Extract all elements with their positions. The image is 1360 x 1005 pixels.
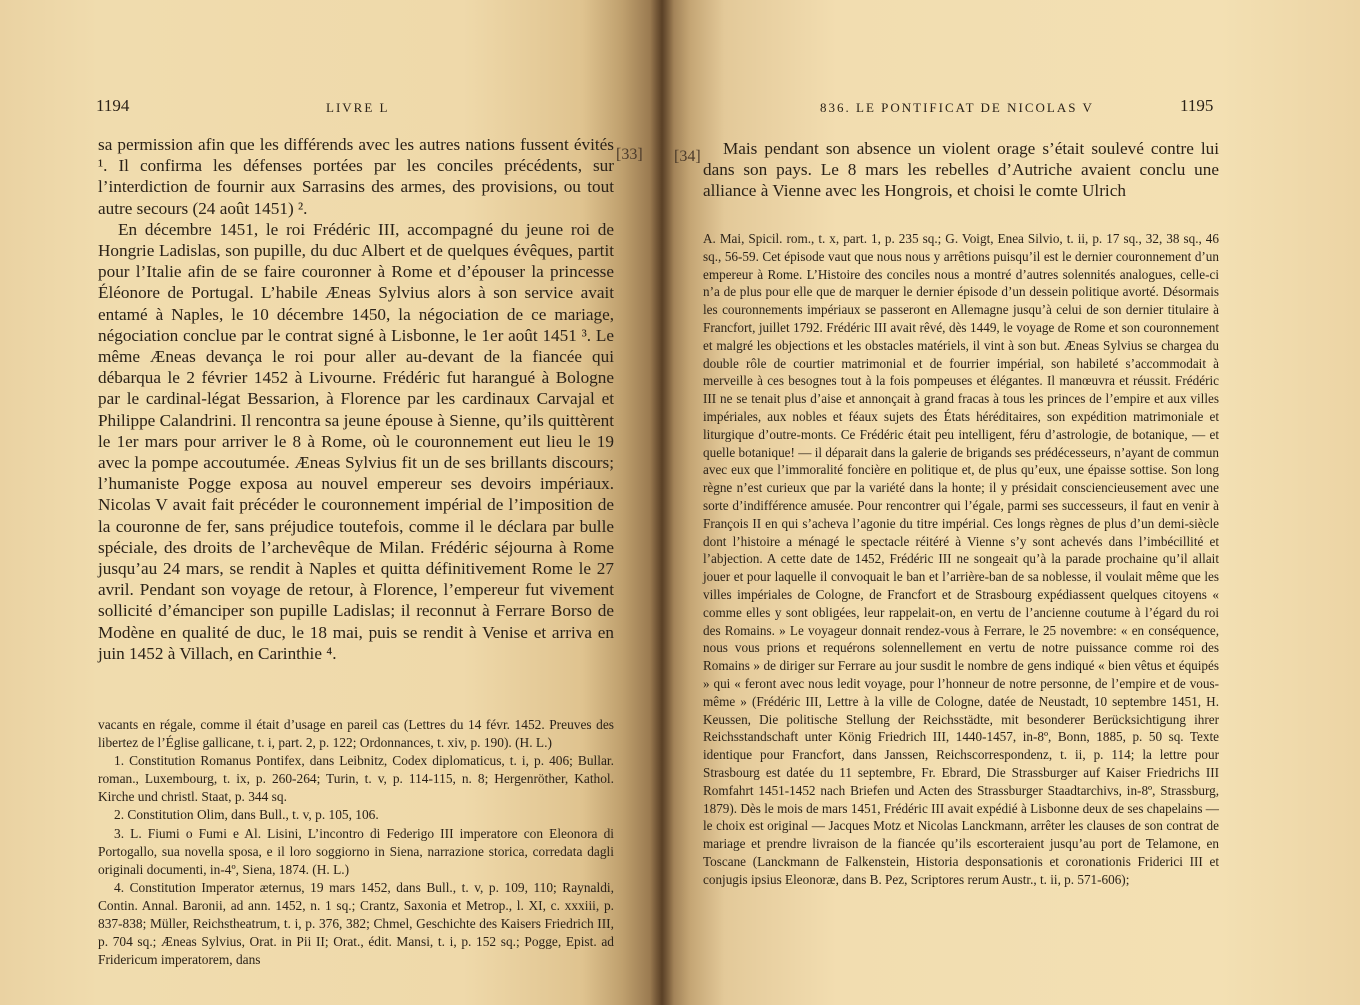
running-head-right: 836. LE PONTIFICAT DE NICOLAS V — [820, 100, 1094, 115]
left-body-text — [98, 134, 614, 664]
left-paragraph-2: En décembre 1451, le roi Frédéric III, accompagné du jeune roi de Hongrie Ladislas, son pupille, du duc Albert et de quelques évêques, partit pour l’Italie afin de se faire couronner à Rome et d’épouser la princesse Éléonore de Portugal. L’habile Æneas Sylvius alors à son service avait entamé à Naples, le 10 décembre 1450, la négociation de ce mariage, négociation conclue par le contrat signé à Lisbonne, le 1er août 1451 ³. Le même Æneas devança le roi pour aller au-devant de la fiancée qui débarqua le 2 février 1452 à Livourne. Frédéric fut harangué à Bologne par le cardinal-légat Bessarion, à Florence par les cardinaux Carvajal et Philippe Calandrini. Il rencontra sa jeune épouse à Sienne, qu’ils quittèrent le 1er mars pour arriver le 8 à Rome, où le couronnement eut lieu le 19 avec la pompe accoutumée. Æneas Sylvius fit un de ses brillants discours; l’humaniste Pogge exposa au nouvel empereur ses devoirs impériaux. Nicolas V avait fait précéder le couronnement impérial de l’imposition de la couronne de fer, sans préjudice toutefois, comme il le déclara par bulle spéciale, des droits de l’archevêque de Milan. Frédéric séjourna à Rome jusqu’au 24 mars, se rendit à Naples et quitta définitivement Rome le 27 avril. Pendant son voyage de retour, à Florence, l’empereur fut vivement sollicité d’émanciper son pupille Ladislas; il reconnut à Ferrare Borso de Modène en qualité de duc, le 18 mai, puis se rendit à Venise et arriva en juin 1452 à Villach, en Carinthie ⁴. — [98, 219, 614, 663]
margin-marker-right: [34] — [674, 148, 701, 165]
left-note-2: 2. Constitution Olim, dans Bull., t. v, p. 105, 106. — [114, 807, 379, 823]
right-paragraph-1: Mais pendant son absence un violent orage s’était soulevé contre lui dans son pays. Le 8 mars les rebelles d’Autriche avaient conclu une alliance à Vienne avec les Hongrois, et choisi le comte Ulrich — [703, 139, 1219, 201]
right-note-continued: A. Mai, Spicil. rom., t. x, part. 1, p. 235 sq.; G. Voigt, Enea Silvio, t. ii, p. 17 sq., 32, 38 sq., 46 sq., 56-59. Cet épisode vaut que nous nous y arrêtions puisqu’il est le dernier couronnement d’un empereur à Rome. L’Histoire des conciles nous a montré d’autres solennités analogues, celle-ci n’a de plus pour elle que de marquer le dernier épisode d’un dessein politique avorté. Désormais les couronnements impériaux se passeront en Allemagne jusqu’à celui de son dernier titulaire à Francfort, juillet 1792. Frédéric III avait rêvé, dès 1449, le voyage de Rome et son couronnement et malgré les objections et les obstacles matériels, il vint à son but. Æneas Sylvius se chargea du double rôle de courtier matrimonial et de fourrier impérial, son habileté s’accommodait à merveille à ces besognes tout à la fois pompeuses et élégantes. Il manœuvra et réussit. Frédéric III ne se tenait plus d’aise et annonçait à grand fracas à tous les princes de l’empire et aux villes impériales, aux nobles et féaux sujets des États héréditaires, son expédition matrimoniale et liturgique d’outre-monts. Ce Frédéric était peu intelligent, féru d’astrologie, de botanique, — et quelle botanique! — il déparait dans la galerie de brigands ses prédécesseurs, n’ayant de commun avec eux que l’immoralité foncière en politique et, de plus qu’eux, une épaisse sottise. Son long règne n’est curieux que par la variété dans la honte; il y présidait consciencieusement avec une sorte d’indifférence amusée. Pour rencontrer qui l’égale, parmi ses successeurs, il faut en venir à François II en qui s’acheva l’agonie du titre impérial. Ces longs règnes de plus d’un demi-siècle dont l’histoire a ménagé le spectacle réitéré à Vienne s’y sont achevés dans l’imbécillité et l’abjection. A cette date de 1452, Frédéric III ne songeait qu’à la parade prochaine qu’il allait jouer et pour laquelle il convoquait le ban et l’arrière-ban de sa noblesse, il voulait même que les villes impériales de Cologne, de Francfort et de Strasbourg expédiassent quelques citoyens « comme elles y sont obligées, leur rappelait-on, en vertu de l’ancienne coutume à l’égard du roi des Romains. » Le voyageur donnait rendez-vous à Ferrare, le 25 novembre: « en conséquence, nous vous prions et requérons solennellement en vertu de notre puissance comme roi des Romains » de diriger sur Ferrare au jour susdit le nombre de gens indiqué « bien vêtus et équipés » qui « feront avec nous ledit voyage, pour l’honneur de notre personne, de l’empire et de vous-même » (Frédéric III, Lettre à la ville de Cologne, datée de Neustadt, 10 septembre 1451, H. Keussen, Die politische Stellung der Reichsstädte, mit besonderer Berücksichtigung ihrer Reichsstandschaft unter König Friedrich III, 1440-1457, in-8º, Bonn, 1885, p. 50 sq. Texte identique pour Francfort, dans Janssen, Reichscorrespondenz, t. ii, p. 114; la lettre pour Strasbourg est datée du 11 septembre, Fr. Ebrard, Die Strassburger auf Kaiser Friedrichs III Romfahrt 1451-1452 nach Briefen und Acten des Strassburger Staadtarchivs, in-8º, Strassburg, 1879). Dès le mois de mars 1451, Frédéric III avait expédié à Lisbonne deux de ses chapelains — le choix est original — Jacques Motz et Nicolas Lanckmann, arrêter les clauses de son contrat de mariage et prendre livraison de la fiancée qu’ils escorteraient jusqu’au port de Telamone, en Toscane (Lanckmann de Falkenstein, Historia desponsationis et coronationis Friderici III et conjugis ipsius Eleonoræ, dans B. Pez, Scriptores rerum Austr., t. ii, p. 571-606); — [703, 231, 1219, 887]
margin-marker-left: [33] — [616, 146, 643, 163]
left-note-1: 1. Constitution Romanus Pontifex, dans Leibnitz, Codex diplomaticus, t. i, p. 406; Bullar. roman., Luxembourg, t. ix, p. 260-264; Turin, t. v, p. 114-115, n. 8; Hergenröther, Kathol. Kirche und christl. Staat, p. 344 sq. — [98, 753, 614, 805]
running-head-left: LIVRE L — [326, 100, 390, 115]
left-note-4: 4. Constitution Imperator æternus, 19 mars 1452, dans Bull., t. v, p. 109, 110; Raynaldi, Contin. Annal. Baronii, ad ann. 1452, n. 1 sq.; Crantz, Saxonia et Metrop., l. XI, c. xxxiii, p. 837-838; Müller, Reichstheatrum, t. i, p. 376, 382; Chmel, Geschichte des Kaisers Friedrich III, p. 704 sq.; Æneas Sylvius, Orat. in Pii II; Orat., édit. Mansi, t. i, p. 152 sq.; Pogge, Epist. ad Fridericum imperatorem, dans — [98, 879, 614, 968]
left-page — [0, 0, 662, 1005]
book-spine-shadow — [650, 0, 674, 1005]
left-note-3: 3. L. Fiumi o Fumi e Al. Lisini, L’incontro di Federigo III imperatore con Eleonora di Portogallo, sua novella sposa, e il loro soggiorno in Siena, narrazione storica, corredata dagli originali documenti, in-4º, Siena, 1874. (H. L.) — [98, 825, 614, 877]
right-page — [662, 0, 1360, 1005]
page-number-right: 1195 — [1180, 96, 1214, 115]
left-footnotes — [98, 716, 614, 969]
left-paragraph-1: sa permission afin que les différends avec les autres nations fussent évités ¹. Il confirma les défenses portées par les conciles précédents, sur l’interdiction de fournir aux Sarrasins des armes, des provisions, ou tout autre secours (24 août 1451) ². — [98, 135, 614, 218]
page-number-left: 1194 — [96, 96, 130, 115]
right-body-text — [703, 138, 1219, 202]
left-note-continued: vacants en régale, comme il était d’usage en pareil cas (Lettres du 14 févr. 1452. Preuves des libertez de l’Église gallicane, t. i, part. 2, p. 122; Ordonnances, t. xiv, p. 190). (H. L.) — [98, 717, 614, 751]
right-footnotes — [703, 230, 1219, 888]
